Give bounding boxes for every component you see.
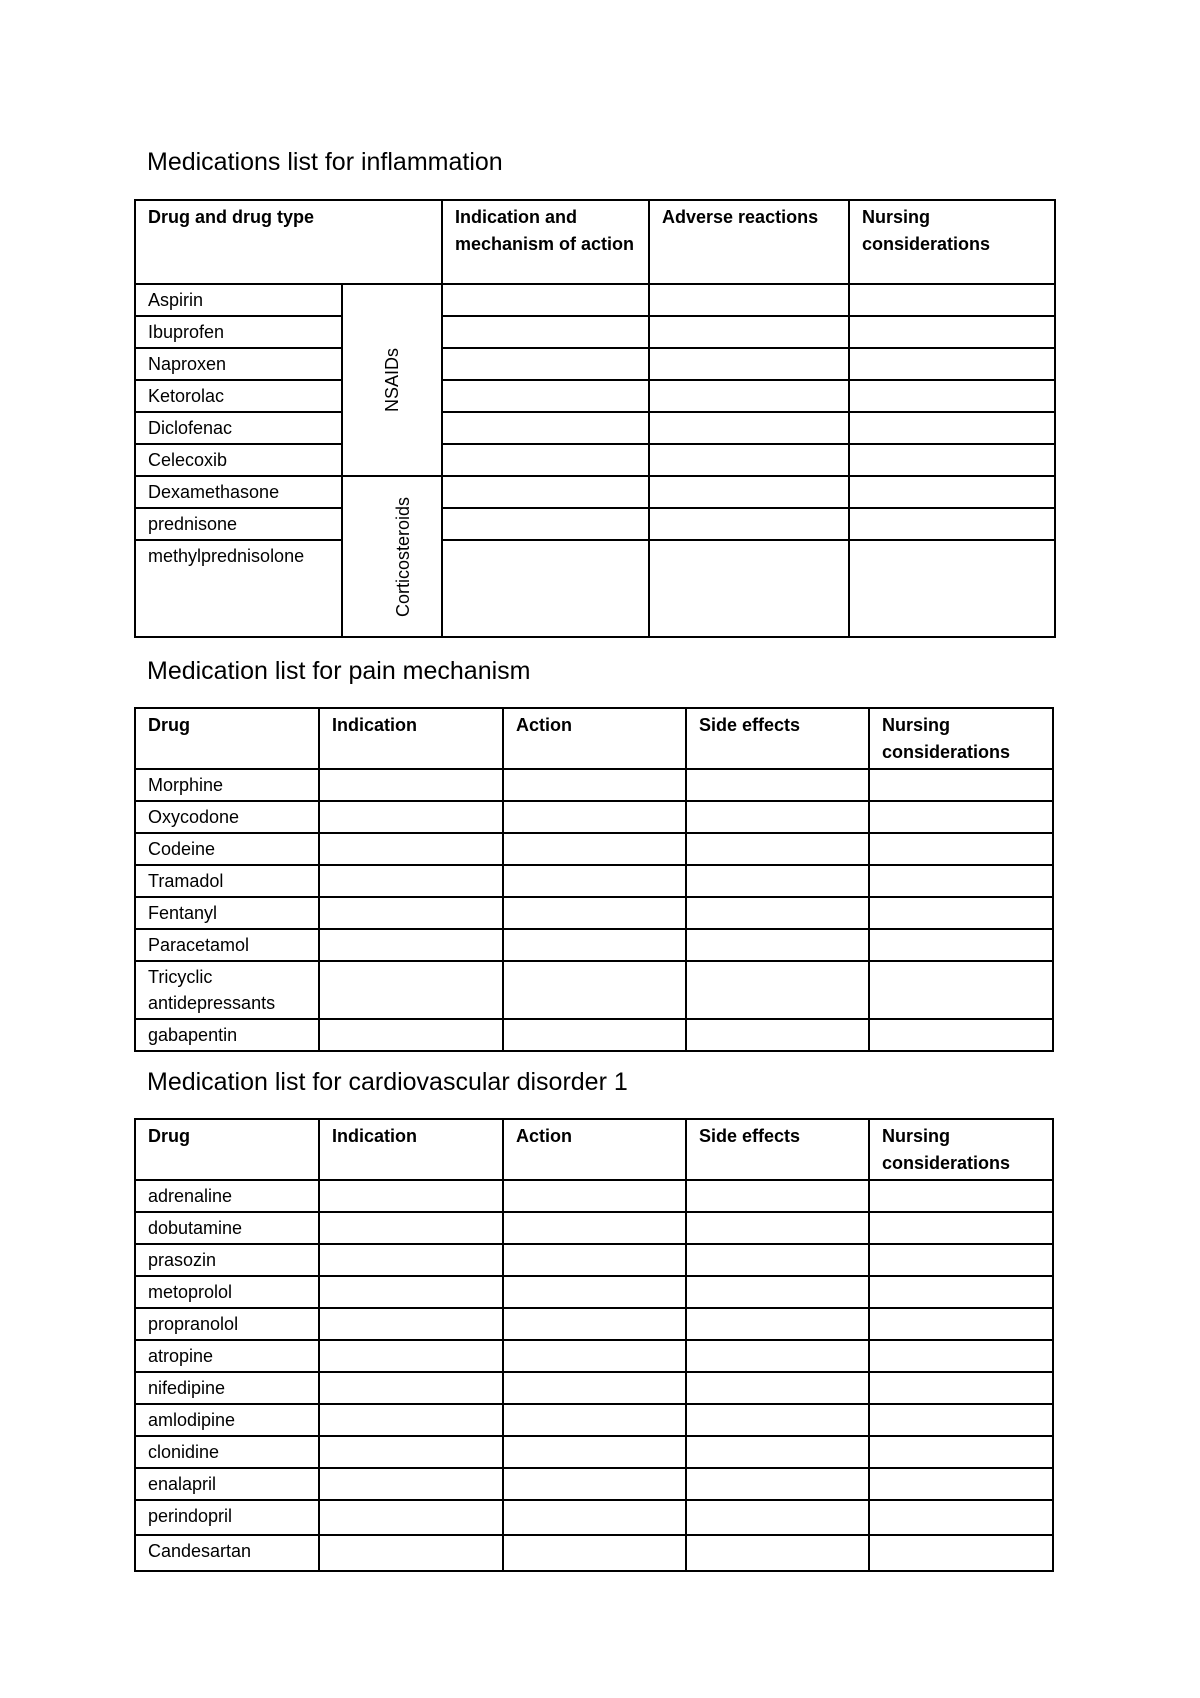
cell[interactable] <box>442 348 649 380</box>
group-corticosteroids <box>342 476 442 637</box>
cell[interactable] <box>686 865 869 897</box>
drug-name: amlodipine <box>135 1404 319 1436</box>
drug-name: Dexamethasone <box>135 476 342 508</box>
group-label: Corticosteroids <box>393 496 414 617</box>
cell[interactable] <box>869 1535 1053 1571</box>
cell[interactable] <box>319 1308 503 1340</box>
cell[interactable] <box>686 801 869 833</box>
drug-name: Ibuprofen <box>135 316 342 348</box>
cell[interactable] <box>442 412 649 444</box>
cell[interactable] <box>686 1244 869 1276</box>
cell[interactable] <box>319 961 503 1019</box>
cell[interactable] <box>319 897 503 929</box>
table-row <box>135 801 1053 833</box>
group-label: NSAIDs <box>381 347 402 413</box>
header-drug: Drug <box>135 1119 319 1180</box>
cell[interactable] <box>849 348 1055 380</box>
table-row <box>135 540 1055 637</box>
header-nursing: Nursing considerations <box>869 708 1053 769</box>
cardio-table <box>134 1118 1054 1572</box>
drug-name: perindopril <box>135 1500 319 1535</box>
cell[interactable] <box>319 769 503 801</box>
cell[interactable] <box>442 284 649 316</box>
cell[interactable] <box>869 1019 1053 1051</box>
cell[interactable] <box>686 1308 869 1340</box>
cell[interactable] <box>686 1535 869 1571</box>
cell[interactable] <box>503 833 686 865</box>
drug-name: Oxycodone <box>135 801 319 833</box>
cell[interactable] <box>849 508 1055 540</box>
cell[interactable] <box>319 1180 503 1212</box>
drug-name: adrenaline <box>135 1180 319 1212</box>
cell[interactable] <box>319 1276 503 1308</box>
cell[interactable] <box>503 865 686 897</box>
drug-name: propranolol <box>135 1308 319 1340</box>
header-indication: Indication <box>319 708 503 769</box>
cell[interactable] <box>442 476 649 508</box>
drug-name: Morphine <box>135 769 319 801</box>
cell[interactable] <box>319 1212 503 1244</box>
cell[interactable] <box>442 540 649 637</box>
cell[interactable] <box>686 1340 869 1372</box>
cell[interactable] <box>319 1340 503 1372</box>
cell[interactable] <box>869 1308 1053 1340</box>
cell[interactable] <box>319 1372 503 1404</box>
cell[interactable] <box>686 1468 869 1500</box>
cell[interactable] <box>319 1535 503 1571</box>
cell[interactable] <box>503 769 686 801</box>
cell[interactable] <box>442 380 649 412</box>
cardio-title: Medication list for cardiovascular disorder 1 <box>147 1068 628 1096</box>
cell[interactable] <box>849 540 1055 637</box>
drug-name: Tramadol <box>135 865 319 897</box>
cell[interactable] <box>869 961 1053 1019</box>
table-row <box>135 1340 1053 1372</box>
table-row <box>135 1308 1053 1340</box>
cell[interactable] <box>869 769 1053 801</box>
table-row <box>135 929 1053 961</box>
drug-name: methylprednisolone <box>135 540 342 637</box>
cell[interactable] <box>319 865 503 897</box>
table-row <box>135 1019 1053 1051</box>
cell[interactable] <box>503 1244 686 1276</box>
cell[interactable] <box>849 380 1055 412</box>
cell[interactable] <box>319 1436 503 1468</box>
cell[interactable] <box>869 1276 1053 1308</box>
drug-name: atropine <box>135 1340 319 1372</box>
cell[interactable] <box>686 1404 869 1436</box>
cell[interactable] <box>869 1180 1053 1212</box>
cell[interactable] <box>503 929 686 961</box>
table-row <box>135 1535 1053 1571</box>
table-row <box>135 380 1055 412</box>
table-row <box>135 897 1053 929</box>
drug-name: nifedipine <box>135 1372 319 1404</box>
cell[interactable] <box>503 1276 686 1308</box>
cell[interactable] <box>869 1372 1053 1404</box>
drug-name: Tricyclic antidepressants <box>135 961 319 1019</box>
cell[interactable] <box>686 1372 869 1404</box>
table-row <box>135 348 1055 380</box>
cell[interactable] <box>869 929 1053 961</box>
inflammation-table <box>134 199 1056 638</box>
cell[interactable] <box>503 1500 686 1535</box>
cell[interactable] <box>319 833 503 865</box>
header-nursing: Nursing considerations <box>849 200 1055 284</box>
cell[interactable] <box>686 1212 869 1244</box>
header-side-effects: Side effects <box>686 708 869 769</box>
inflammation-title: Medications list for inflammation <box>147 148 503 176</box>
cell[interactable] <box>686 1276 869 1308</box>
cell[interactable] <box>686 897 869 929</box>
cell[interactable] <box>503 1468 686 1500</box>
cell[interactable] <box>649 444 849 476</box>
cell[interactable] <box>686 1180 869 1212</box>
cell[interactable] <box>649 508 849 540</box>
drug-name: gabapentin <box>135 1019 319 1051</box>
cell[interactable] <box>503 801 686 833</box>
table-row <box>135 1436 1053 1468</box>
cell[interactable] <box>319 1404 503 1436</box>
cell[interactable] <box>869 833 1053 865</box>
drug-name: Naproxen <box>135 348 342 380</box>
header-indication: Indication and mechanism of action <box>442 200 649 284</box>
cardio-header-row <box>135 1119 1053 1180</box>
cell[interactable] <box>503 1404 686 1436</box>
table-row <box>135 1500 1053 1535</box>
drug-name: enalapril <box>135 1468 319 1500</box>
header-side-effects: Side effects <box>686 1119 869 1180</box>
table-row <box>135 961 1053 1019</box>
cell[interactable] <box>686 833 869 865</box>
cell[interactable] <box>503 897 686 929</box>
cell[interactable] <box>319 801 503 833</box>
cell[interactable] <box>649 316 849 348</box>
drug-name: Codeine <box>135 833 319 865</box>
drug-name: Paracetamol <box>135 929 319 961</box>
cell[interactable] <box>849 412 1055 444</box>
cell[interactable] <box>849 476 1055 508</box>
cell[interactable] <box>686 1500 869 1535</box>
drug-name: Fentanyl <box>135 897 319 929</box>
cell[interactable] <box>649 284 849 316</box>
table-row <box>135 865 1053 897</box>
cell[interactable] <box>503 961 686 1019</box>
drug-name: prasozin <box>135 1244 319 1276</box>
cell[interactable] <box>319 1019 503 1051</box>
cell[interactable] <box>503 1212 686 1244</box>
cell[interactable] <box>869 1436 1053 1468</box>
cell[interactable] <box>869 1212 1053 1244</box>
drug-name: prednisone <box>135 508 342 540</box>
header-drug: Drug <box>135 708 319 769</box>
cell[interactable] <box>503 1308 686 1340</box>
drug-name: Ketorolac <box>135 380 342 412</box>
pain-header-row <box>135 708 1053 769</box>
header-indication: Indication <box>319 1119 503 1180</box>
drug-name: Diclofenac <box>135 412 342 444</box>
cell[interactable] <box>869 801 1053 833</box>
cell[interactable] <box>869 1244 1053 1276</box>
cell[interactable] <box>649 476 849 508</box>
table-row <box>135 1180 1053 1212</box>
cell[interactable] <box>849 444 1055 476</box>
cell[interactable] <box>649 412 849 444</box>
cell[interactable] <box>503 1340 686 1372</box>
cell[interactable] <box>319 1244 503 1276</box>
cell[interactable] <box>503 1372 686 1404</box>
table-row <box>135 1404 1053 1436</box>
drug-name: metoprolol <box>135 1276 319 1308</box>
table-row <box>135 1212 1053 1244</box>
table-row <box>135 1468 1053 1500</box>
cell[interactable] <box>686 929 869 961</box>
cell[interactable] <box>869 1468 1053 1500</box>
cell[interactable] <box>319 1468 503 1500</box>
header-adverse: Adverse reactions <box>649 200 849 284</box>
header-nursing: Nursing considerations <box>869 1119 1053 1180</box>
cell[interactable] <box>503 1180 686 1212</box>
cell[interactable] <box>319 929 503 961</box>
table-row <box>135 284 1055 316</box>
drug-name: Celecoxib <box>135 444 342 476</box>
cell[interactable] <box>869 1340 1053 1372</box>
header-action: Action <box>503 1119 686 1180</box>
cell[interactable] <box>869 1404 1053 1436</box>
drug-name: clonidine <box>135 1436 319 1468</box>
table-row <box>135 476 1055 508</box>
header-drug-type: Drug and drug type <box>135 200 442 284</box>
table-row <box>135 1276 1053 1308</box>
cell[interactable] <box>849 316 1055 348</box>
table-row <box>135 412 1055 444</box>
cell[interactable] <box>686 1436 869 1468</box>
cell[interactable] <box>442 508 649 540</box>
cell[interactable] <box>503 1436 686 1468</box>
table-row <box>135 1372 1053 1404</box>
group-nsaids <box>342 284 442 476</box>
cell[interactable] <box>442 444 649 476</box>
drug-name: Aspirin <box>135 284 342 316</box>
table-row <box>135 316 1055 348</box>
drug-name: dobutamine <box>135 1212 319 1244</box>
cell[interactable] <box>686 1019 869 1051</box>
table-row <box>135 769 1053 801</box>
cell[interactable] <box>686 769 869 801</box>
cell[interactable] <box>503 1019 686 1051</box>
cell[interactable] <box>849 284 1055 316</box>
header-action: Action <box>503 708 686 769</box>
table-row <box>135 1244 1053 1276</box>
cell[interactable] <box>869 897 1053 929</box>
table-row <box>135 833 1053 865</box>
cell[interactable] <box>649 380 849 412</box>
cell[interactable] <box>649 348 849 380</box>
cell[interactable] <box>319 1500 503 1535</box>
cell[interactable] <box>869 865 1053 897</box>
cell[interactable] <box>649 540 849 637</box>
drug-name: Candesartan <box>135 1535 319 1571</box>
cell[interactable] <box>503 1535 686 1571</box>
pain-table <box>134 707 1054 1052</box>
table-row <box>135 444 1055 476</box>
table-row <box>135 508 1055 540</box>
inflammation-header-row <box>135 200 1055 284</box>
cell[interactable] <box>686 961 869 1019</box>
cell[interactable] <box>442 316 649 348</box>
cell[interactable] <box>869 1500 1053 1535</box>
pain-title: Medication list for pain mechanism <box>147 657 531 685</box>
